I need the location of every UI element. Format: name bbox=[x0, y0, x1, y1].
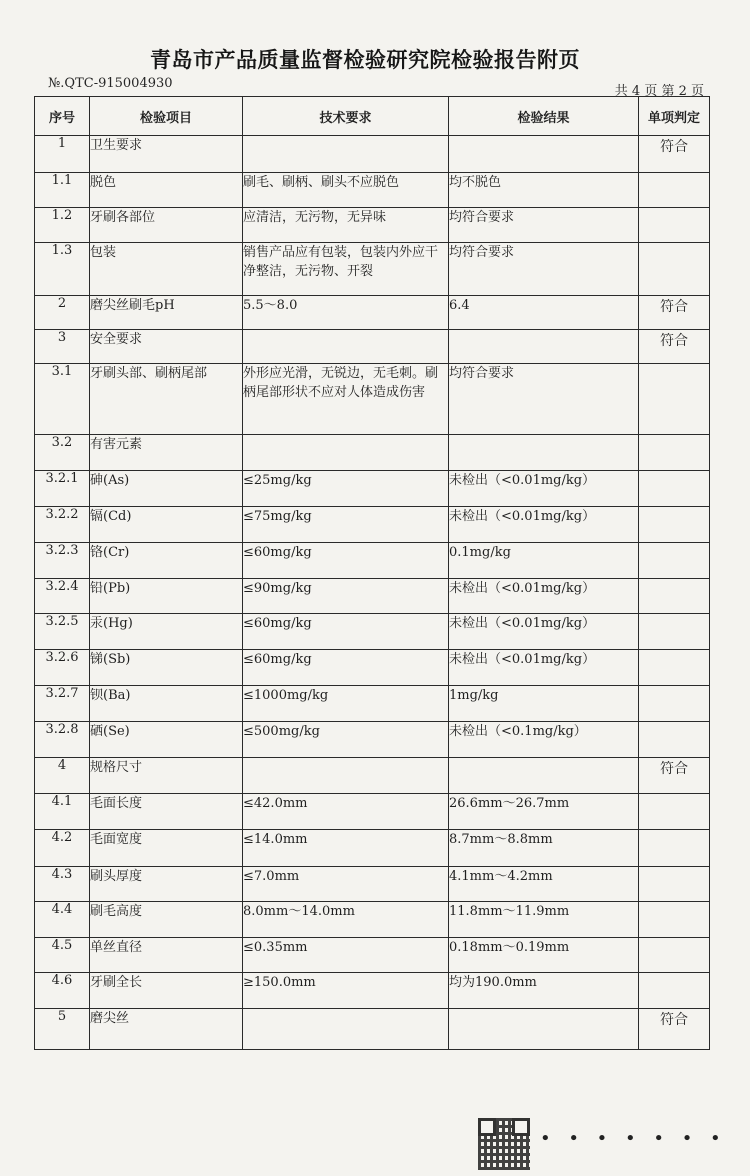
row-result: 未检出（<0.01mg/kg） bbox=[449, 650, 639, 686]
row-result: 均符合要求 bbox=[449, 208, 639, 243]
row-requirement: ≤60mg/kg bbox=[243, 614, 449, 650]
row-result bbox=[449, 435, 639, 471]
row-item: 毛面宽度 bbox=[90, 830, 243, 867]
report-number: №.QTC-915004930 bbox=[48, 76, 173, 91]
row-item: 牙刷全长 bbox=[90, 973, 243, 1009]
row-number: 4.5 bbox=[35, 938, 90, 973]
row-result: 0.1mg/kg bbox=[449, 543, 639, 579]
col-header-no: 序号 bbox=[35, 97, 90, 136]
row-requirement: ≤25mg/kg bbox=[243, 471, 449, 507]
row-number: 3.2.4 bbox=[35, 579, 90, 614]
row-judgement bbox=[639, 867, 710, 902]
row-item: 铅(Pb) bbox=[90, 579, 243, 614]
table-row bbox=[35, 614, 710, 650]
row-number: 1 bbox=[35, 136, 90, 173]
row-result bbox=[449, 330, 639, 364]
table-row bbox=[35, 794, 710, 830]
row-requirement: 刷毛、刷柄、刷头不应脱色 bbox=[243, 173, 449, 208]
row-judgement bbox=[639, 243, 710, 296]
row-judgement bbox=[639, 794, 710, 830]
row-requirement bbox=[243, 136, 449, 173]
row-result: 未检出（<0.1mg/kg） bbox=[449, 722, 639, 758]
row-item: 砷(As) bbox=[90, 471, 243, 507]
table-header-row bbox=[35, 97, 710, 136]
table-row bbox=[35, 296, 710, 330]
row-item: 铬(Cr) bbox=[90, 543, 243, 579]
row-result: 均不脱色 bbox=[449, 173, 639, 208]
row-judgement bbox=[639, 686, 710, 722]
row-requirement bbox=[243, 435, 449, 471]
row-number: 1.1 bbox=[35, 173, 90, 208]
row-judgement: 符合 bbox=[639, 1009, 710, 1050]
row-item: 刷毛高度 bbox=[90, 902, 243, 938]
row-item: 脱色 bbox=[90, 173, 243, 208]
row-requirement: ≤500mg/kg bbox=[243, 722, 449, 758]
row-result bbox=[449, 758, 639, 794]
table-row bbox=[35, 650, 710, 686]
row-result: 4.1mm～4.2mm bbox=[449, 867, 639, 902]
row-number: 3.2.5 bbox=[35, 614, 90, 650]
row-judgement: 符合 bbox=[639, 330, 710, 364]
row-item: 毛面长度 bbox=[90, 794, 243, 830]
row-result: 1mg/kg bbox=[449, 686, 639, 722]
table-row bbox=[35, 867, 710, 902]
row-judgement bbox=[639, 173, 710, 208]
table-row bbox=[35, 471, 710, 507]
row-item: 有害元素 bbox=[90, 435, 243, 471]
row-judgement bbox=[639, 902, 710, 938]
row-judgement bbox=[639, 543, 710, 579]
row-requirement: ≤0.35mm bbox=[243, 938, 449, 973]
row-result: 11.8mm～11.9mm bbox=[449, 902, 639, 938]
row-judgement bbox=[639, 471, 710, 507]
row-item: 规格尺寸 bbox=[90, 758, 243, 794]
row-requirement: 销售产品应有包装，包装内外应干净整洁，无污物、开裂 bbox=[243, 243, 449, 296]
row-number: 3.2 bbox=[35, 435, 90, 471]
inspection-table bbox=[34, 96, 710, 1050]
row-judgement: 符合 bbox=[639, 758, 710, 794]
qr-code-icon bbox=[478, 1118, 530, 1170]
table-row bbox=[35, 830, 710, 867]
col-header-result: 检验结果 bbox=[449, 97, 639, 136]
table-row bbox=[35, 1009, 710, 1050]
table-row bbox=[35, 758, 710, 794]
row-item: 安全要求 bbox=[90, 330, 243, 364]
row-requirement: ≥150.0mm bbox=[243, 973, 449, 1009]
row-requirement: ≤7.0mm bbox=[243, 867, 449, 902]
row-number: 3.2.3 bbox=[35, 543, 90, 579]
row-result: 8.7mm～8.8mm bbox=[449, 830, 639, 867]
col-header-requirement: 技术要求 bbox=[243, 97, 449, 136]
row-number: 4.1 bbox=[35, 794, 90, 830]
row-item: 卫生要求 bbox=[90, 136, 243, 173]
row-judgement bbox=[639, 579, 710, 614]
row-result: 均为190.0mm bbox=[449, 973, 639, 1009]
footer-dots: • • • • • • • bbox=[540, 1128, 727, 1149]
row-judgement bbox=[639, 507, 710, 543]
row-number: 4.2 bbox=[35, 830, 90, 867]
table-row bbox=[35, 364, 710, 435]
row-requirement: ≤60mg/kg bbox=[243, 650, 449, 686]
row-number: 3.2.8 bbox=[35, 722, 90, 758]
row-number: 2 bbox=[35, 296, 90, 330]
row-requirement bbox=[243, 330, 449, 364]
table-row bbox=[35, 208, 710, 243]
row-judgement bbox=[639, 208, 710, 243]
table-row bbox=[35, 686, 710, 722]
row-requirement: ≤14.0mm bbox=[243, 830, 449, 867]
row-judgement bbox=[639, 830, 710, 867]
row-number: 3.1 bbox=[35, 364, 90, 435]
row-result: 26.6mm～26.7mm bbox=[449, 794, 639, 830]
row-item: 汞(Hg) bbox=[90, 614, 243, 650]
row-item: 钡(Ba) bbox=[90, 686, 243, 722]
row-requirement: ≤90mg/kg bbox=[243, 579, 449, 614]
report-title: 青岛市产品质量监督检验研究院检验报告附页 bbox=[150, 48, 580, 72]
table-row bbox=[35, 136, 710, 173]
row-item: 锑(Sb) bbox=[90, 650, 243, 686]
row-result: 0.18mm～0.19mm bbox=[449, 938, 639, 973]
row-result: 未检出（<0.01mg/kg） bbox=[449, 507, 639, 543]
row-number: 3.2.2 bbox=[35, 507, 90, 543]
row-number: 3 bbox=[35, 330, 90, 364]
row-result: 未检出（<0.01mg/kg） bbox=[449, 471, 639, 507]
row-judgement: 符合 bbox=[639, 136, 710, 173]
row-requirement: ≤42.0mm bbox=[243, 794, 449, 830]
row-number: 5 bbox=[35, 1009, 90, 1050]
page-info: 共 4 页 第 2 页 bbox=[614, 84, 704, 99]
row-number: 4.4 bbox=[35, 902, 90, 938]
row-number: 3.2.7 bbox=[35, 686, 90, 722]
table-row bbox=[35, 722, 710, 758]
col-header-judgement: 单项判定 bbox=[639, 97, 710, 136]
table-row bbox=[35, 543, 710, 579]
row-item: 包装 bbox=[90, 243, 243, 296]
row-number: 4.6 bbox=[35, 973, 90, 1009]
table-row bbox=[35, 902, 710, 938]
row-judgement bbox=[639, 938, 710, 973]
row-item: 镉(Cd) bbox=[90, 507, 243, 543]
table-row bbox=[35, 173, 710, 208]
row-judgement bbox=[639, 435, 710, 471]
table-row bbox=[35, 330, 710, 364]
table-row bbox=[35, 973, 710, 1009]
row-item: 牙刷头部、刷柄尾部 bbox=[90, 364, 243, 435]
row-judgement bbox=[639, 973, 710, 1009]
row-item: 刷头厚度 bbox=[90, 867, 243, 902]
row-item: 磨尖丝 bbox=[90, 1009, 243, 1050]
row-item: 磨尖丝刷毛pH bbox=[90, 296, 243, 330]
row-requirement: 外形应光滑，无锐边，无毛刺。刷柄尾部形状不应对人体造成伤害 bbox=[243, 364, 449, 435]
row-requirement: ≤1000mg/kg bbox=[243, 686, 449, 722]
row-number: 1.3 bbox=[35, 243, 90, 296]
row-result: 未检出（<0.01mg/kg） bbox=[449, 614, 639, 650]
row-result: 6.4 bbox=[449, 296, 639, 330]
row-judgement: 符合 bbox=[639, 296, 710, 330]
row-judgement bbox=[639, 650, 710, 686]
row-result bbox=[449, 136, 639, 173]
row-judgement bbox=[639, 722, 710, 758]
row-judgement bbox=[639, 364, 710, 435]
row-number: 3.2.1 bbox=[35, 471, 90, 507]
row-requirement bbox=[243, 758, 449, 794]
row-requirement: 5.5～8.0 bbox=[243, 296, 449, 330]
row-requirement: ≤75mg/kg bbox=[243, 507, 449, 543]
col-header-item: 检验项目 bbox=[90, 97, 243, 136]
row-item: 硒(Se) bbox=[90, 722, 243, 758]
table-row bbox=[35, 507, 710, 543]
table-row bbox=[35, 938, 710, 973]
row-number: 1.2 bbox=[35, 208, 90, 243]
row-requirement: 应清洁，无污物，无异味 bbox=[243, 208, 449, 243]
row-requirement bbox=[243, 1009, 449, 1050]
table-row bbox=[35, 435, 710, 471]
row-number: 4.3 bbox=[35, 867, 90, 902]
row-result: 均符合要求 bbox=[449, 243, 639, 296]
row-result bbox=[449, 1009, 639, 1050]
row-number: 3.2.6 bbox=[35, 650, 90, 686]
row-item: 牙刷各部位 bbox=[90, 208, 243, 243]
row-result: 均符合要求 bbox=[449, 364, 639, 435]
table-row bbox=[35, 579, 710, 614]
row-requirement: 8.0mm～14.0mm bbox=[243, 902, 449, 938]
row-judgement bbox=[639, 614, 710, 650]
row-requirement: ≤60mg/kg bbox=[243, 543, 449, 579]
row-result: 未检出（<0.01mg/kg） bbox=[449, 579, 639, 614]
row-item: 单丝直径 bbox=[90, 938, 243, 973]
row-number: 4 bbox=[35, 758, 90, 794]
table-row bbox=[35, 243, 710, 296]
